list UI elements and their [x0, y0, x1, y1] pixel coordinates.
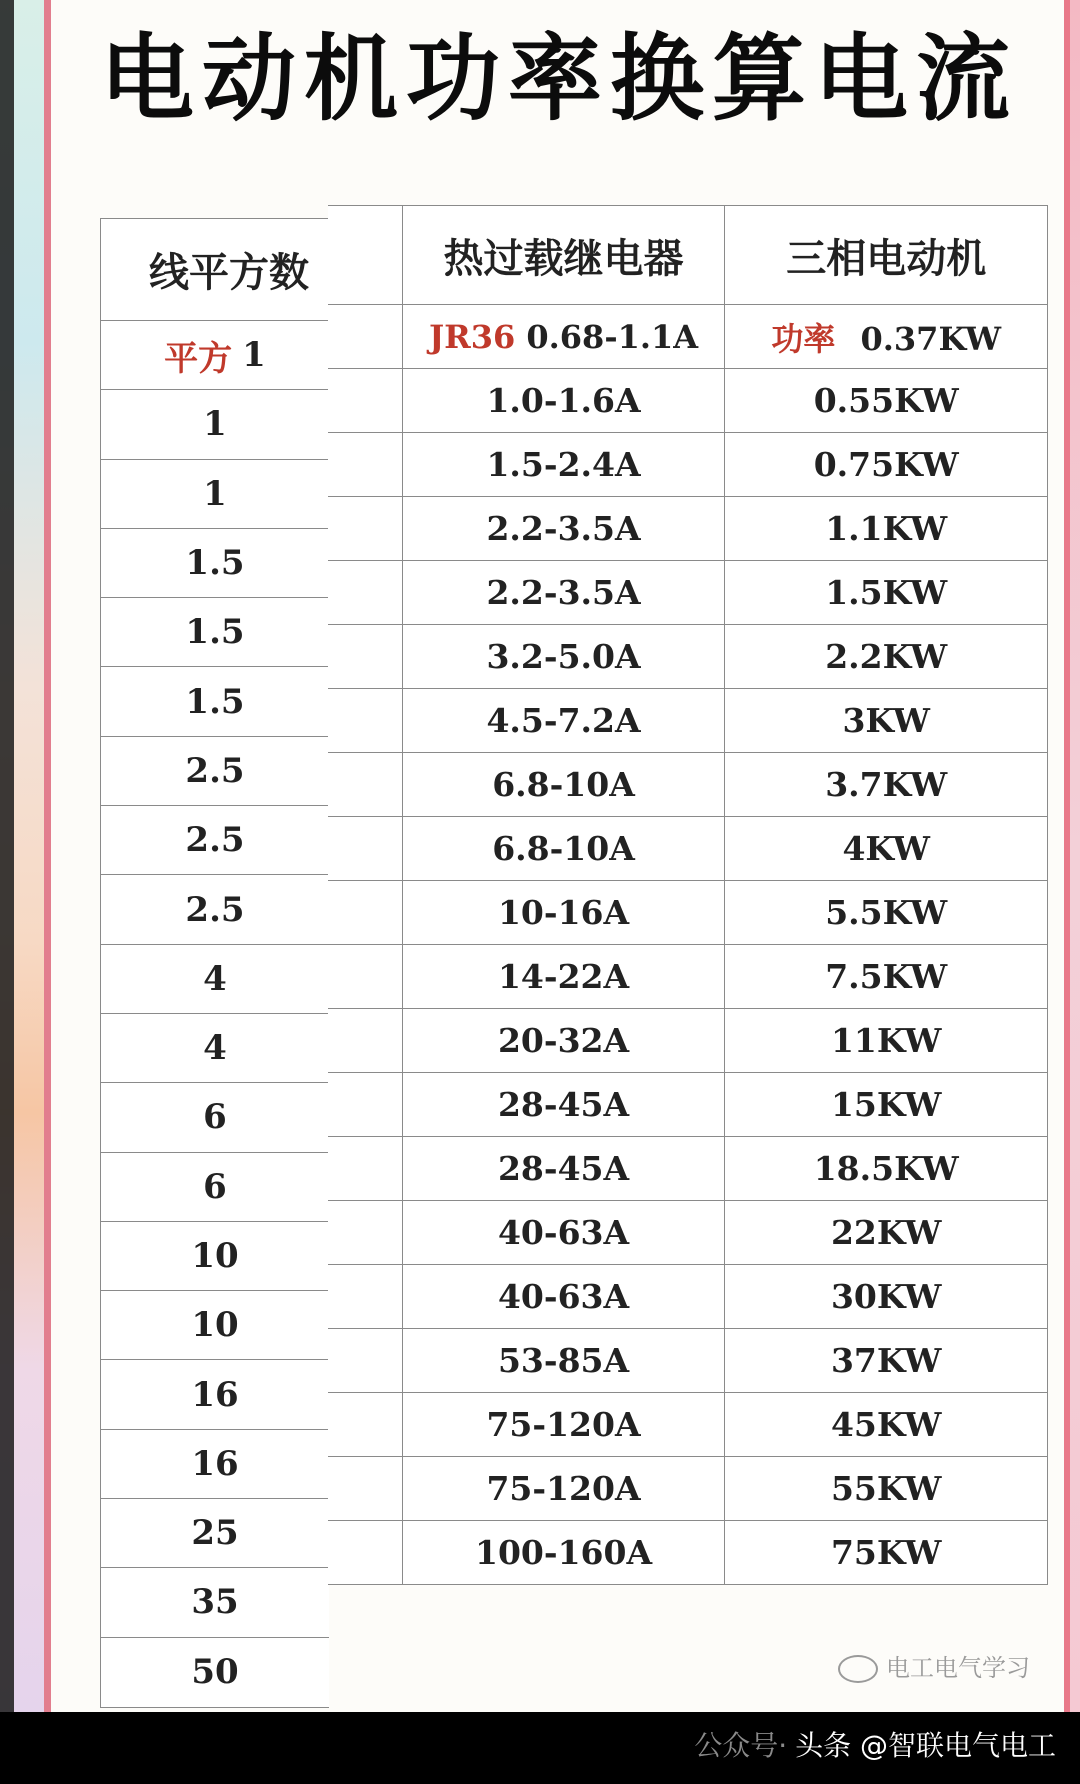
table-row	[328, 497, 1048, 561]
row-spacer	[328, 881, 402, 945]
relay-range-cell: 1.5-2.4A	[402, 433, 725, 497]
relay-range-cell: 75-120A	[402, 1393, 725, 1457]
wire-gauge-cell: 1	[101, 390, 329, 459]
relay-range-cell: 1.0-1.6A	[402, 369, 725, 433]
relay-range-cell: 40-63A	[402, 1201, 725, 1265]
relay-range-cell: 28-45A	[402, 1137, 725, 1201]
wire-gauge-cell: 6	[101, 1083, 329, 1152]
row-spacer	[328, 817, 402, 881]
table-row	[328, 625, 1048, 689]
row-spacer	[328, 305, 402, 369]
relay-range-cell: 53-85A	[402, 1329, 725, 1393]
inner-watermark-text: 电工电气学习	[886, 1654, 1030, 1682]
row-spacer	[328, 1009, 402, 1073]
motor-header: 三相电动机	[725, 206, 1048, 305]
wire-gauge-cell: 1.5	[101, 529, 329, 598]
motor-power-cell: 1.1KW	[725, 497, 1048, 561]
motor-power-cell: 22KW	[725, 1201, 1048, 1265]
row-spacer	[328, 369, 402, 433]
row-spacer	[328, 1137, 402, 1201]
bottom-watermark-faded: 公众号·	[694, 1729, 788, 1762]
wire-gauge-cell: 50	[191, 1652, 239, 1693]
relay-range-cell: 40-63A	[402, 1265, 725, 1329]
table-row	[328, 1521, 1048, 1585]
wire-gauge-cell: 6	[101, 1153, 329, 1222]
relay-range-cell: 28-45A	[402, 1073, 725, 1137]
relay-range-cell: 20-32A	[402, 1009, 725, 1073]
row-spacer	[328, 1265, 402, 1329]
motor-power-cell: 37KW	[725, 1329, 1048, 1393]
row-spacer	[328, 561, 402, 625]
row-spacer	[328, 497, 402, 561]
row-spacer	[328, 1393, 402, 1457]
motor-power-cell: 2.2KW	[725, 625, 1048, 689]
wire-gauge-cell: 16	[101, 1360, 329, 1429]
table-row	[328, 1009, 1048, 1073]
wire-gauge-first-value: 1	[242, 335, 266, 376]
left-dark-edge	[0, 0, 14, 1712]
wire-gauge-header: 线平方数	[101, 219, 329, 321]
table-row	[328, 369, 1048, 433]
relay-range-cell: 6.8-10A	[402, 817, 725, 881]
relay-range-cell: 6.8-10A	[402, 753, 725, 817]
wire-gauge-cell: 4	[101, 1014, 329, 1083]
wire-gauge-cell: 2.5	[101, 737, 329, 806]
motor-power-label: 功率	[771, 319, 836, 358]
bottom-watermark	[694, 1724, 1056, 1764]
wire-gauge-cell: 16	[101, 1430, 329, 1499]
motor-power-cell: 0.55KW	[725, 369, 1048, 433]
table-row	[328, 1457, 1048, 1521]
row-spacer	[328, 945, 402, 1009]
wire-gauge-cell: 35	[101, 1568, 329, 1637]
motor-first-value: 0.37KW	[860, 319, 1002, 358]
relay-range-cell: 14-22A	[402, 945, 725, 1009]
table-row	[328, 1393, 1048, 1457]
row-spacer	[328, 1201, 402, 1265]
wire-gauge-cell: 25	[101, 1499, 329, 1568]
relay-model-label: JR36	[428, 317, 516, 356]
motor-power-cell: 11KW	[725, 1009, 1048, 1073]
table-row	[328, 945, 1048, 1009]
wire-gauge-column	[100, 218, 329, 1708]
table-row	[328, 561, 1048, 625]
motor-power-cell: 4KW	[725, 817, 1048, 881]
relay-range-cell: 10-16A	[402, 881, 725, 945]
table-row	[328, 881, 1048, 945]
relay-first-cell	[402, 305, 725, 369]
row-spacer	[328, 1073, 402, 1137]
motor-power-cell: 15KW	[725, 1073, 1048, 1137]
relay-range-cell: 2.2-3.5A	[402, 561, 725, 625]
table-row	[328, 753, 1048, 817]
wire-gauge-cell: 10	[101, 1222, 329, 1291]
motor-first-cell	[725, 305, 1048, 369]
wechat-icon	[838, 1655, 878, 1683]
motor-power-cell: 3KW	[725, 689, 1048, 753]
table-row	[328, 1073, 1048, 1137]
motor-power-cell: 3.7KW	[725, 753, 1048, 817]
motor-power-cell: 7.5KW	[725, 945, 1048, 1009]
inner-watermark	[838, 1648, 1030, 1683]
table-row	[328, 1137, 1048, 1201]
row-spacer	[328, 433, 402, 497]
bottom-bar	[0, 1712, 1080, 1784]
left-red-border	[44, 0, 51, 1712]
row-spacer	[328, 1521, 402, 1585]
motor-power-cell: 0.75KW	[725, 433, 1048, 497]
motor-power-cell: 45KW	[725, 1393, 1048, 1457]
relay-range-cell: 100-160A	[402, 1521, 725, 1585]
wire-gauge-first-cell	[101, 321, 329, 390]
table-row	[328, 1265, 1048, 1329]
table-row	[328, 689, 1048, 753]
motor-power-cell: 30KW	[725, 1265, 1048, 1329]
wire-gauge-cell: 2.5	[101, 875, 329, 944]
wire-gauge-cell: 1	[101, 460, 329, 529]
motor-power-cell: 1.5KW	[725, 561, 1048, 625]
wire-gauge-cell: 1.5	[101, 598, 329, 667]
wire-gauge-unit-label: 平方	[164, 338, 233, 379]
table-row	[328, 817, 1048, 881]
row-spacer	[328, 1457, 402, 1521]
row-spacer	[328, 753, 402, 817]
header-spacer	[328, 206, 402, 305]
wire-gauge-cell: 4	[101, 945, 329, 1014]
relay-range-cell: 2.2-3.5A	[402, 497, 725, 561]
relay-motor-table	[328, 205, 1048, 1585]
motor-power-cell: 55KW	[725, 1457, 1048, 1521]
table-row	[328, 1329, 1048, 1393]
relay-header: 热过载继电器	[402, 206, 725, 305]
motor-power-cell: 75KW	[725, 1521, 1048, 1585]
relay-range-cell: 75-120A	[402, 1457, 725, 1521]
motor-power-cell: 5.5KW	[725, 881, 1048, 945]
right-red-border	[1064, 0, 1070, 1712]
relay-first-value: 0.68-1.1A	[526, 317, 699, 356]
wire-gauge-cell: 10	[101, 1291, 329, 1360]
table-row	[328, 433, 1048, 497]
row-spacer	[328, 689, 402, 753]
table-header-row	[328, 206, 1048, 305]
relay-range-cell: 3.2-5.0A	[402, 625, 725, 689]
table-row	[328, 1201, 1048, 1265]
left-decor-strip	[0, 0, 50, 1712]
motor-power-cell: 18.5KW	[725, 1137, 1048, 1201]
right-decor-strip	[1064, 0, 1080, 1712]
row-spacer	[328, 625, 402, 689]
bottom-watermark-text: 头条 @智联电气电工	[795, 1729, 1056, 1762]
page-title: 电动机功率换算电流	[100, 25, 1019, 134]
wire-gauge-cell: 2.5	[101, 806, 329, 875]
relay-range-cell: 4.5-7.2A	[402, 689, 725, 753]
table-row-first	[328, 305, 1048, 369]
row-spacer	[328, 1329, 402, 1393]
wire-gauge-cell: 1.5	[101, 667, 329, 736]
